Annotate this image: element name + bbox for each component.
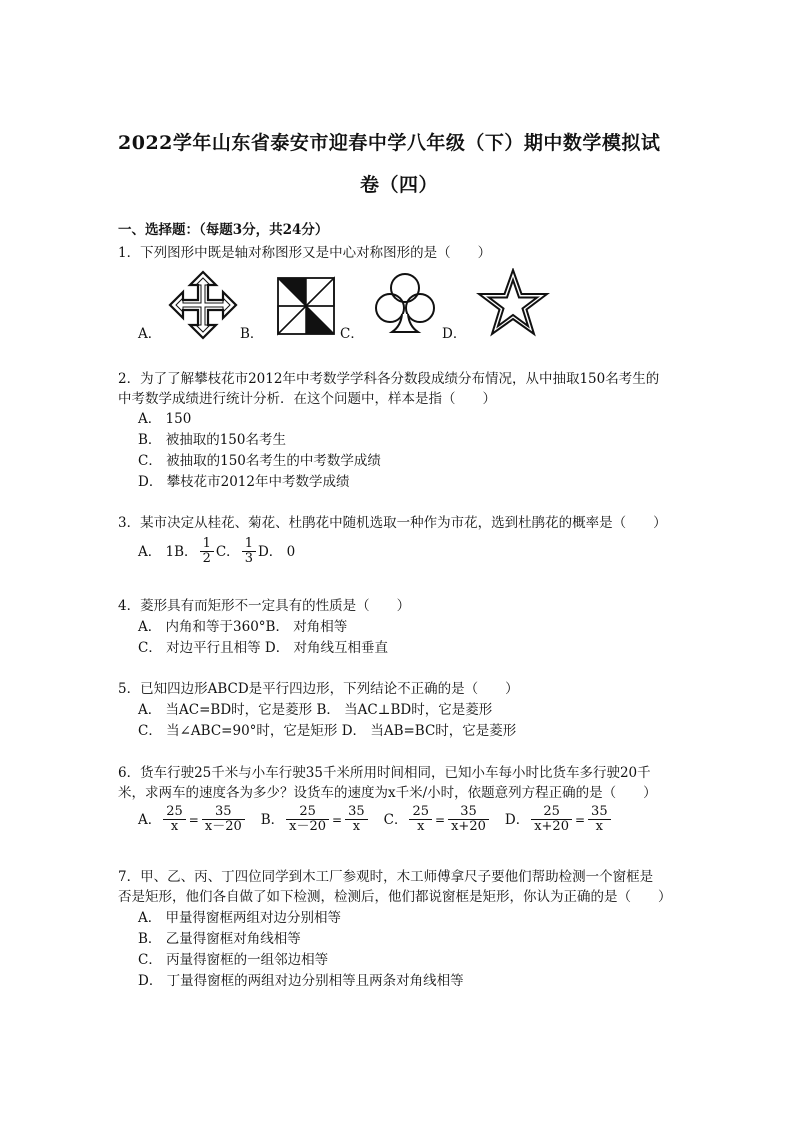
- q6-option-b: [261, 805, 370, 834]
- frac-den: x－20: [204, 819, 242, 834]
- q1-option-b: B．: [240, 326, 264, 342]
- page-title-line1: 2022学年山东省泰安市迎春中学八年级（下）期中数学模拟试: [118, 132, 661, 154]
- q6-stem-line1: 6．货车行驶25千米与小车行驶35千米所用时间相同，已知小车每小时比货车多行驶20千: [118, 765, 651, 781]
- frac-num: 35: [588, 805, 611, 820]
- frac-den: x: [352, 819, 361, 834]
- four-arrows-cross-icon: [168, 270, 238, 340]
- q1-option-a: A．: [138, 326, 162, 342]
- frac-num: 25: [531, 805, 572, 820]
- q3-option-c: C．: [215, 543, 240, 560]
- q7-option-a: A． 甲量得窗框两组对边分别相等: [138, 910, 342, 926]
- q6-options: [138, 805, 613, 834]
- q4-options-line2: C． 对边平行且相等 D． 对角线互相垂直: [138, 640, 389, 656]
- equals-sign: =: [435, 812, 446, 827]
- q3-fraction-b: [200, 537, 214, 566]
- q5-stem: 5．已知四边形ABCD是平行四边形，下列结论不正确的是（ ）: [118, 681, 519, 697]
- frac-den: x－20: [289, 819, 327, 834]
- q6-option-d: [505, 805, 613, 834]
- frac-den: x+20: [451, 819, 486, 834]
- q3-fraction-c-den: 3: [244, 551, 253, 566]
- q3-option-b: B．: [174, 543, 198, 560]
- q6-option-c-label: C．: [383, 811, 408, 828]
- q6-option-b-label: B．: [260, 811, 285, 828]
- q6-option-a-right-fraction: [202, 805, 245, 834]
- q6-option-d-label: D．: [504, 811, 530, 828]
- q1-option-c: C．: [340, 326, 364, 342]
- frac-num: 25: [409, 805, 432, 820]
- frac-den: x: [170, 819, 179, 834]
- q6-option-a: [138, 805, 247, 834]
- frac-num: 25: [286, 805, 329, 820]
- club-trefoil-icon: [372, 270, 438, 336]
- q7-stem-line2: 否是矩形，他们各自做了如下检测，检测后，他们都说窗框是矩形，你认为正确的是（ ）: [118, 889, 672, 905]
- q2-stem-line2: 中考数学成绩进行统计分析．在这个问题中，样本是指（ ）: [118, 391, 496, 407]
- q3-option-a: A． 1: [138, 543, 175, 560]
- q6-option-b-right-fraction: [345, 805, 368, 834]
- q6-stem-line2: 米，求两车的速度各为多少？设货车的速度为x千米/小时，依题意列方程正确的是（ ）: [118, 785, 657, 801]
- q1-stem: 1．下列图形中既是轴对称图形又是中心对称图形的是（ ）: [118, 245, 492, 261]
- frac-num: 35: [345, 805, 368, 820]
- q1-option-d: D．: [442, 326, 467, 342]
- section-heading: 一、选择题：（每题3分，共24分）: [118, 222, 329, 238]
- frac-num: 35: [202, 805, 245, 820]
- equals-sign: =: [574, 812, 586, 827]
- frac-den: x: [417, 819, 425, 834]
- q6-option-c: [384, 805, 491, 834]
- q7-option-d: D． 丁量得窗框的两组对边分别相等且两条对角线相等: [138, 973, 464, 989]
- q6-option-d-left-fraction: [531, 805, 572, 834]
- q6-option-a-left-fraction: [163, 805, 186, 834]
- frac-den: x: [595, 819, 603, 834]
- q6-option-d-right-fraction: [588, 805, 611, 834]
- q3-fraction-b-den: 2: [202, 551, 211, 566]
- q7-option-c: C． 丙量得窗框的一组邻边相等: [138, 952, 329, 968]
- q5-options-line2: C． 当∠ABC=90°时，它是矩形 D． 当AB=BC时，它是菱形: [138, 723, 517, 739]
- q7-stem-line1: 7．甲、乙、丙、丁四位同学到木工厂参观时，木工师傅拿尺子要他们帮助检测一个窗框是: [118, 869, 654, 885]
- equals-sign: =: [188, 812, 199, 827]
- q4-options-line1: A． 内角和等于360°B． 对角相等: [138, 619, 348, 635]
- q3-option-d: D． 0: [257, 543, 296, 560]
- q3-fraction-c: [242, 537, 256, 566]
- q6-option-b-left-fraction: [286, 805, 329, 834]
- pinwheel-square-icon: [276, 276, 336, 336]
- equals-sign: =: [332, 812, 343, 827]
- q3-fraction-b-num: 1: [200, 537, 214, 552]
- q3-stem: 3．某市决定从桂花、菊花、杜鹃花中随机选取一种作为市花，选到杜鹃花的概率是（ ）: [118, 515, 667, 531]
- q3-options: [138, 537, 295, 566]
- q2-option-a: A． 150: [138, 411, 192, 427]
- q2-option-d: D． 攀枝花市2012年中考数学成绩: [138, 474, 350, 490]
- frac-den: x+20: [534, 819, 569, 834]
- q4-stem: 4．菱形具有而矩形不一定具有的性质是（ ）: [118, 598, 411, 614]
- q3-fraction-c-num: 1: [242, 537, 256, 552]
- q6-option-c-right-fraction: [448, 805, 489, 834]
- q6-option-c-left-fraction: [409, 805, 432, 834]
- outlined-star-icon: [476, 268, 550, 338]
- q2-stem-line1: 2．为了了解攀枝花市2012年中考数学学科各分数段成绩分布情况，从中抽取150名考生的: [118, 371, 660, 387]
- page-title-line2: 卷（四）: [360, 174, 439, 196]
- q6-option-a-label: A．: [138, 811, 162, 828]
- frac-num: 25: [163, 805, 186, 820]
- q2-option-c: C． 被抽取的150名考生的中考数学成绩: [138, 453, 381, 469]
- frac-num: 35: [448, 805, 489, 820]
- q7-option-b: B． 乙量得窗框对角线相等: [138, 931, 301, 947]
- q2-option-b: B． 被抽取的150名考生: [138, 432, 286, 448]
- q5-options-line1: A． 当AC=BD时，它是菱形 B． 当AC⊥BD时，它是菱形: [138, 702, 493, 718]
